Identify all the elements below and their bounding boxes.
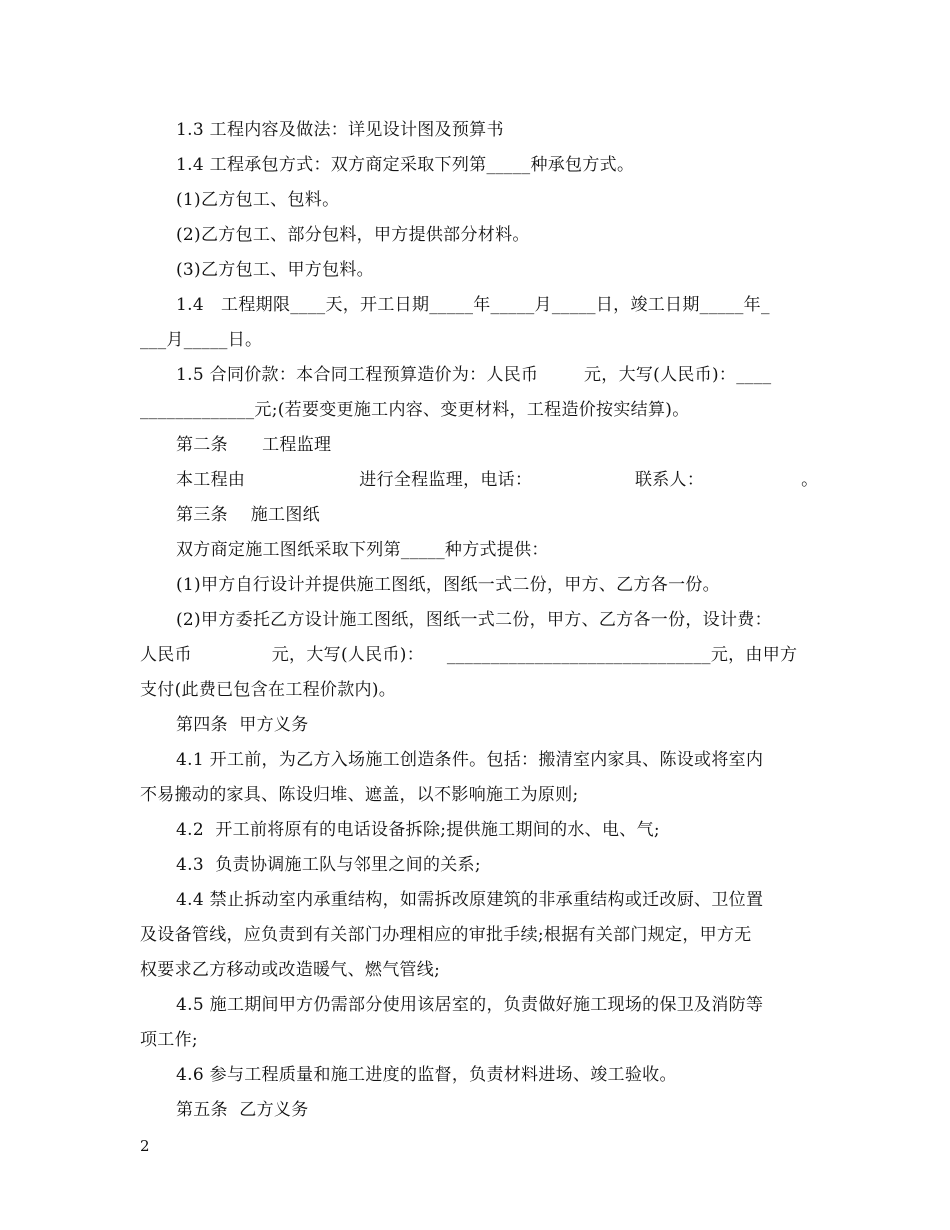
clause-4-4-cont-2: 权要求乙方移动或改造暖气、燃气管线;: [140, 960, 441, 980]
clause-4-2: 4.2 开工前将原有的电话设备拆除;提供施工期间的水、电、气;: [176, 820, 660, 840]
clause-4-1-cont: 不易搬动的家具、陈设归堆、遮盖，以不影响施工为原则;: [140, 785, 579, 805]
article-4-heading: 第四条 甲方义务: [176, 715, 309, 735]
drawing-option-2: (2)甲方委托乙方设计施工图纸，图纸一式二份，甲方、乙方各一份，设计费：: [176, 610, 772, 630]
clause-4-3: 4.3 负责协调施工队与邻里之间的关系;: [176, 855, 481, 875]
drawing-option-2-cont-2: 支付(此费已包含在工程价款内)。: [140, 680, 397, 700]
article-2-heading: 第二条 工程监理: [176, 435, 332, 455]
clause-1-4-period: 1.4 工程期限____天，开工日期_____年_____月_____日，竣工日期_____年_: [176, 295, 770, 315]
clause-4-1: 4.1 开工前，为乙方入场施工创造条件。包括：搬清室内家具、陈设或将室内: [176, 750, 764, 770]
clause-4-5-cont: 项工作;: [140, 1030, 198, 1050]
option-2: (2)乙方包工、部分包料，甲方提供部分材料。: [176, 225, 530, 245]
clause-1-5-price-cont: _____________元;(若要变更施工内容、变更材料，工程造价按实结算)。: [140, 400, 690, 420]
clause-1-4-period-cont: ___月_____日。: [140, 330, 263, 350]
clause-1-3: 1.3 工程内容及做法：详见设计图及预算书: [176, 120, 504, 140]
article-5-heading: 第五条 乙方义务: [176, 1100, 309, 1120]
article-3-heading: 第三条 施工图纸: [176, 505, 320, 525]
drawing-option-2-cont-1: 人民币 元，大写(人民币)： ______________________________元，由甲方: [140, 645, 798, 665]
clause-1-4-contract-mode: 1.4 工程承包方式：双方商定采取下列第_____种承包方式。: [176, 155, 635, 175]
clause-4-4: 4.4 禁止拆动室内承重结构，如需拆改原建筑的非承重结构或迁改厨、卫位置: [176, 890, 764, 910]
clause-1-5-price: 1.5 合同价款：本合同工程预算造价为：人民币 元，大写(人民币)：____: [176, 365, 772, 385]
supervision-line: 本工程由 进行全程监理，电话： 联系人： 。: [176, 470, 819, 490]
clause-4-6: 4.6 参与工程质量和施工进度的监督，负责材料进场、竣工验收。: [176, 1065, 677, 1085]
page-number: 2: [140, 1137, 150, 1155]
clause-4-4-cont-1: 及设备管线，应负责到有关部门办理相应的审批手续;根据有关部门规定，甲方无: [140, 925, 752, 945]
clause-4-5: 4.5 施工期间甲方仍需部分使用该居室的，负责做好施工现场的保卫及消防等: [176, 995, 764, 1015]
drawing-mode-line: 双方商定施工图纸采取下列第_____种方式提供：: [176, 540, 549, 560]
option-3: (3)乙方包工、甲方包料。: [176, 260, 374, 280]
option-1: (1)乙方包工、包料。: [176, 190, 340, 210]
drawing-option-1: (1)甲方自行设计并提供施工图纸，图纸一式二份，甲方、乙方各一份。: [176, 575, 720, 595]
